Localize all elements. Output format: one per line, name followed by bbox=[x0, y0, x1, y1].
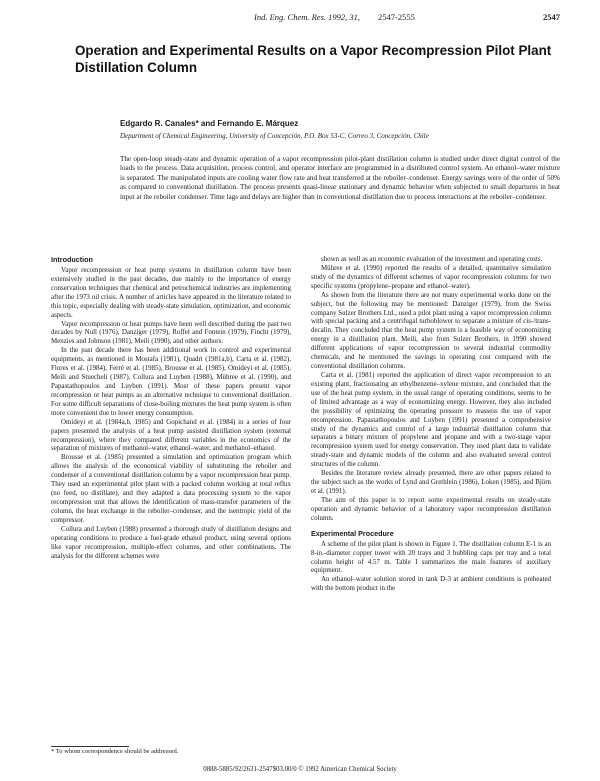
article-authors: Edgardo R. Canales* and Fernando E. Márquez bbox=[120, 119, 299, 128]
paragraph: An ethanol–water solution stored in tank D-3 at ambient conditions is preheated with the bottom product in the bbox=[311, 575, 551, 593]
paragraph: Omideyi et al. (1984a,b, 1985) and Gopichand et al. (1984) in a series of four papers presented the analysis of a heat pump assisted distillation system (external recompression), where they compared different variables in the economics of the separation of mixtures of methanol–water, ethanol–water, and methanol–ethanol. bbox=[51, 417, 291, 453]
introduction-heading: Introduction bbox=[51, 255, 93, 264]
paragraph: Vapor recompression or heat pumps have been well described during the past two decades by Null (1976), Danziger (1979), Roffel and Fontein (1979), Fincht (1979), Menzies and Johnson (1981), Meili (1990), and other authors. bbox=[51, 319, 291, 346]
paragraph: Brousse et al. (1985) presented a simulation and optimization program which allows the analysis of the economical viability of substituting the reboiler and condenser of a conventional distillation column by a vapor recompression heat pump. They used an experimental pilot plant with a packed column working at total reflux (no feed, no distillate), and they adapted a data processing system to the vapor recompression unit that allows the identification of mass-transfer parameters of the column, the heat exchange in the reboiler–condenser, and the isentropic yield of the compressor. bbox=[51, 453, 291, 524]
left-column bbox=[51, 255, 291, 560]
paragraph: Carta et al. (1981) reported the application of direct vapor recompression to an existing plant, fractionating an ethylbenzene–xylene mixture, and concluded that the use of the heat pump system, in the usual range of operating conditions, seems to be of limited advantage as a way of economizing energy. However, they also included the possibility of optimizing the operating pressure to reassess the use of vapor recompression. Papastathopoulos and Luyben (1991) presented a comprehensive study of the dynamics and control of a large industrial distillation column that separates a binary mixture of propylene and propane and with a two-stage vapor recompression system used for energy conservation. They used plant data to validate steady-state and dynamic models of the column and also evaluated several control structures of the column. bbox=[311, 370, 551, 469]
paragraph: As shown from the literature there are not many experimental works done on the subject, but the following may be mentioned: Danziger (1979), from the Swiss company Sulzer Brothers Ltd., used a pilot plant using a vapor recompression column with special packing and a centrifugal turboblower to separate a mixture of cis-/trans-decalin. They concluded that the heat pump system is a feasible way of economizing energy in a distillation plant. Meili, also from Sulzer Brothers, in 1990 showed different applications of vapor recompression to several industrial commodity chemicals, and he mentioned the savings in operating cost compared with the conventional distillation columns. bbox=[311, 290, 551, 371]
paragraph: A scheme of the pilot plant is shown in Figure 1. The distillation column E-1 is an 8-in.-diameter copper tower with 20 trays and 3 bubbling caps per tray and a total column height of 4.57 m. Table I summarizes the main features of auxiliary equipment. bbox=[311, 539, 551, 575]
journal-citation: Ind. Eng. Chem. Res. 1992, 31, bbox=[254, 12, 361, 22]
experimental-procedure-heading: Experimental Procedure bbox=[311, 528, 394, 538]
correspondence-footnote: * To whom correspondence should be addressed. bbox=[51, 748, 179, 755]
article-title: Operation and Experimental Results on a Vapor Recompression Pilot Plant Distillation Column bbox=[75, 43, 552, 75]
right-column bbox=[311, 255, 551, 593]
paragraph: Collura and Luyben (1988) presented a thorough study of distillation designs and operating conditions to produce a fuel-grade ethanol product, using several options like vapor recompression, multiple-effect columns, and other combinations. The analysis for the different schemes were bbox=[51, 524, 291, 560]
paragraph: Vapor recompression or heat pump systems in distillation column have been extensively studied in the past decades, due mainly to the importance of energy conservation techniques that chemical and petrochemical industries are implementing after the 1973 oil crisis. A number of articles have appeared in the literature related to this topic, especially dealing with steady-state simulation, optimization, and economic aspects. bbox=[51, 266, 291, 319]
page-range: 2547-2555 bbox=[378, 12, 415, 22]
copyright-footer: 0888-5885/92/2631-2547$03.00/0 © 1992 American Chemical Society bbox=[203, 766, 397, 773]
footnote-divider bbox=[51, 746, 129, 747]
abstract: The open-loop steady-state and dynamic operation of a vapor recompression pilot-plant distillation column is studied under direct digital control of the loads to the process. Data acquisition, process control, and operator interface are programmed in a distributed control system. An ethanol–water mixture is separated. The manipulated inputs are cooling water flow rate and heat transferred at the reboiler–condenser. Energy savings were of the order of 50% as compared to conventional distillation. The process presents quasi-linear stationary and dynamic behavior when subjected to small departures in heat input at the reboiler condenser. Time lags and delays are higher than in conventional distillation due to process interactions at the reboiler–condenser. bbox=[120, 155, 560, 201]
paragraph: In the past decade there has been additional work in control and experimental equipments, as mentioned in Mostafa (1981), Quadri (1981a,b), Carta et al. (1982), Flores et al. (1984), Ferré et al. (1985), Brousse et al. (1985), Omideyi et al. (1985), Meili and Stuecheli (1987), Collura and Luyben (1988), Mühree et al. (1990), and Papastathopoulos and Luyben (1991). Most of these papers present vapor recompression or heat pumps as an alternative technique to conventional distillation. For some difficult separations of close-boiling mixtures the heat pump system is often more convenient due to lower energy consumption. bbox=[51, 346, 291, 417]
paragraph: Mühree et al. (1990) reported the results of a detailed, quantitative simulation study of the dynamics of different schemes of vapor recompression columns for two specific systems (propylene–propane and ethanol–water). bbox=[311, 263, 551, 290]
page-number: 2547 bbox=[543, 12, 560, 22]
paragraph: shown as well as an economic evaluation of the investment and operating costs. bbox=[321, 255, 543, 263]
running-header bbox=[0, 12, 600, 26]
paragraph: Besides the literature review already presented, there are other papers related to the subject such as the works of Lynd and Grethlein (1986), Loken (1985), and Björn et al. (1991). bbox=[311, 469, 551, 495]
paragraph: The aim of this paper is to report some experimental results on steady-state operation and dynamic behavior of a laboratory vapor recompression distillation column. bbox=[311, 495, 551, 522]
author-affiliation: Department of Chemical Engineering, University of Concepción, P.O. Box 53-C, Correo 3, Concepción, Chile bbox=[120, 132, 429, 140]
